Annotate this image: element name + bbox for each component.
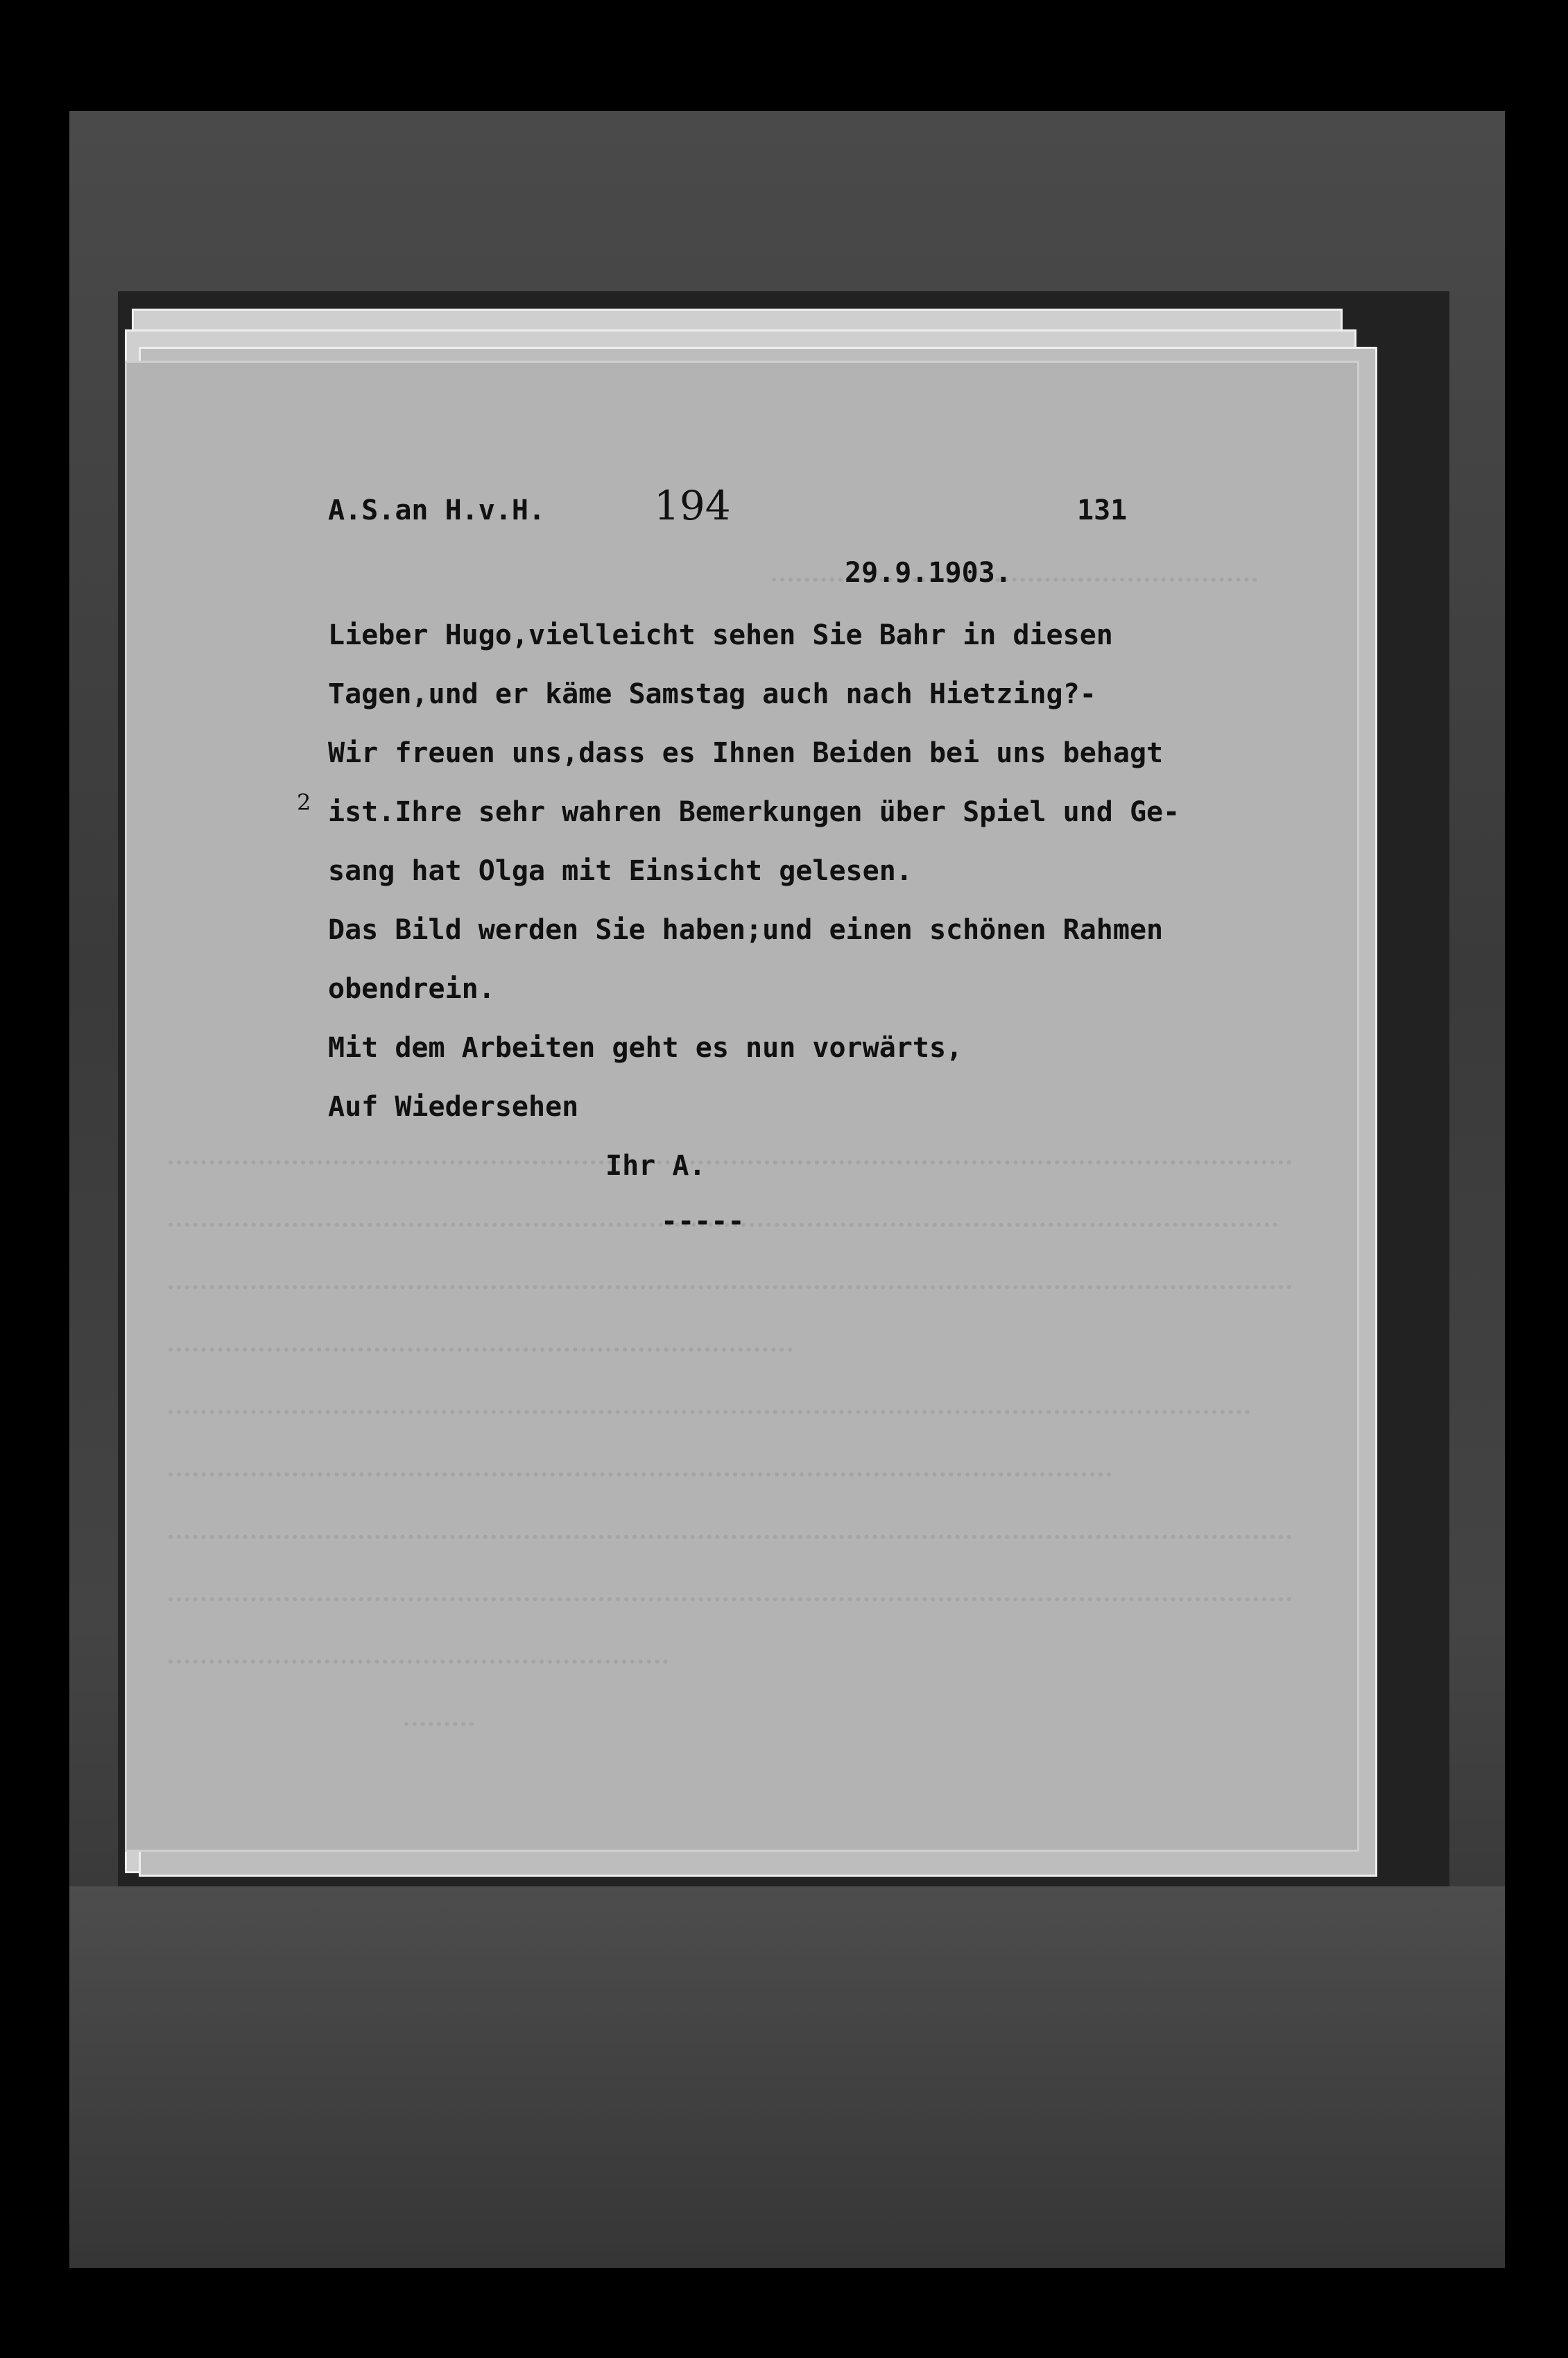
show-through-text bbox=[169, 1382, 1250, 1414]
letter-date: 29.9.1903. bbox=[845, 557, 1012, 589]
letter-line: Tagen,und er käme Samstag auch nach Hietzing?- bbox=[328, 678, 1096, 710]
show-through-text bbox=[169, 1320, 793, 1352]
letter-line: obendrein. bbox=[328, 973, 495, 1005]
show-through-text bbox=[169, 1133, 1292, 1164]
letter-closing: Ihr A. bbox=[605, 1150, 706, 1182]
letter-line: Auf Wiedersehen bbox=[328, 1091, 579, 1123]
letter-line: Lieber Hugo,vielleicht sehen Sie Bahr in diesen bbox=[328, 619, 1113, 651]
show-through-text bbox=[169, 1257, 1292, 1289]
letter-line: Mit dem Arbeiten geht es nun vorwärts, bbox=[328, 1032, 963, 1064]
letter-line: Das Bild werden Sie haben;und einen schönen Rahmen bbox=[328, 914, 1164, 946]
show-through-text bbox=[169, 1569, 1292, 1601]
show-through-text bbox=[169, 1632, 668, 1664]
handwritten-folio-number: 194 bbox=[654, 482, 731, 529]
closing-rule: ----- bbox=[661, 1205, 745, 1237]
margin-mark: 2 bbox=[297, 789, 311, 816]
letter-header: A.S.an H.v.H. bbox=[328, 494, 546, 526]
letter-line: ist.Ihre sehr wahren Bemerkungen über Spiel und Ge- bbox=[328, 796, 1180, 828]
letter-line: sang hat Olga mit Einsicht gelesen. bbox=[328, 855, 913, 887]
show-through-text bbox=[169, 1507, 1292, 1539]
show-through-text bbox=[404, 1694, 474, 1726]
page-number: 131 bbox=[1077, 494, 1128, 526]
letter-page bbox=[125, 361, 1359, 1852]
letter-line: Wir freuen uns,dass es Ihnen Beiden bei uns behagt bbox=[328, 737, 1164, 769]
show-through-text bbox=[169, 1445, 1112, 1477]
backing-fold bbox=[69, 1886, 1505, 2268]
